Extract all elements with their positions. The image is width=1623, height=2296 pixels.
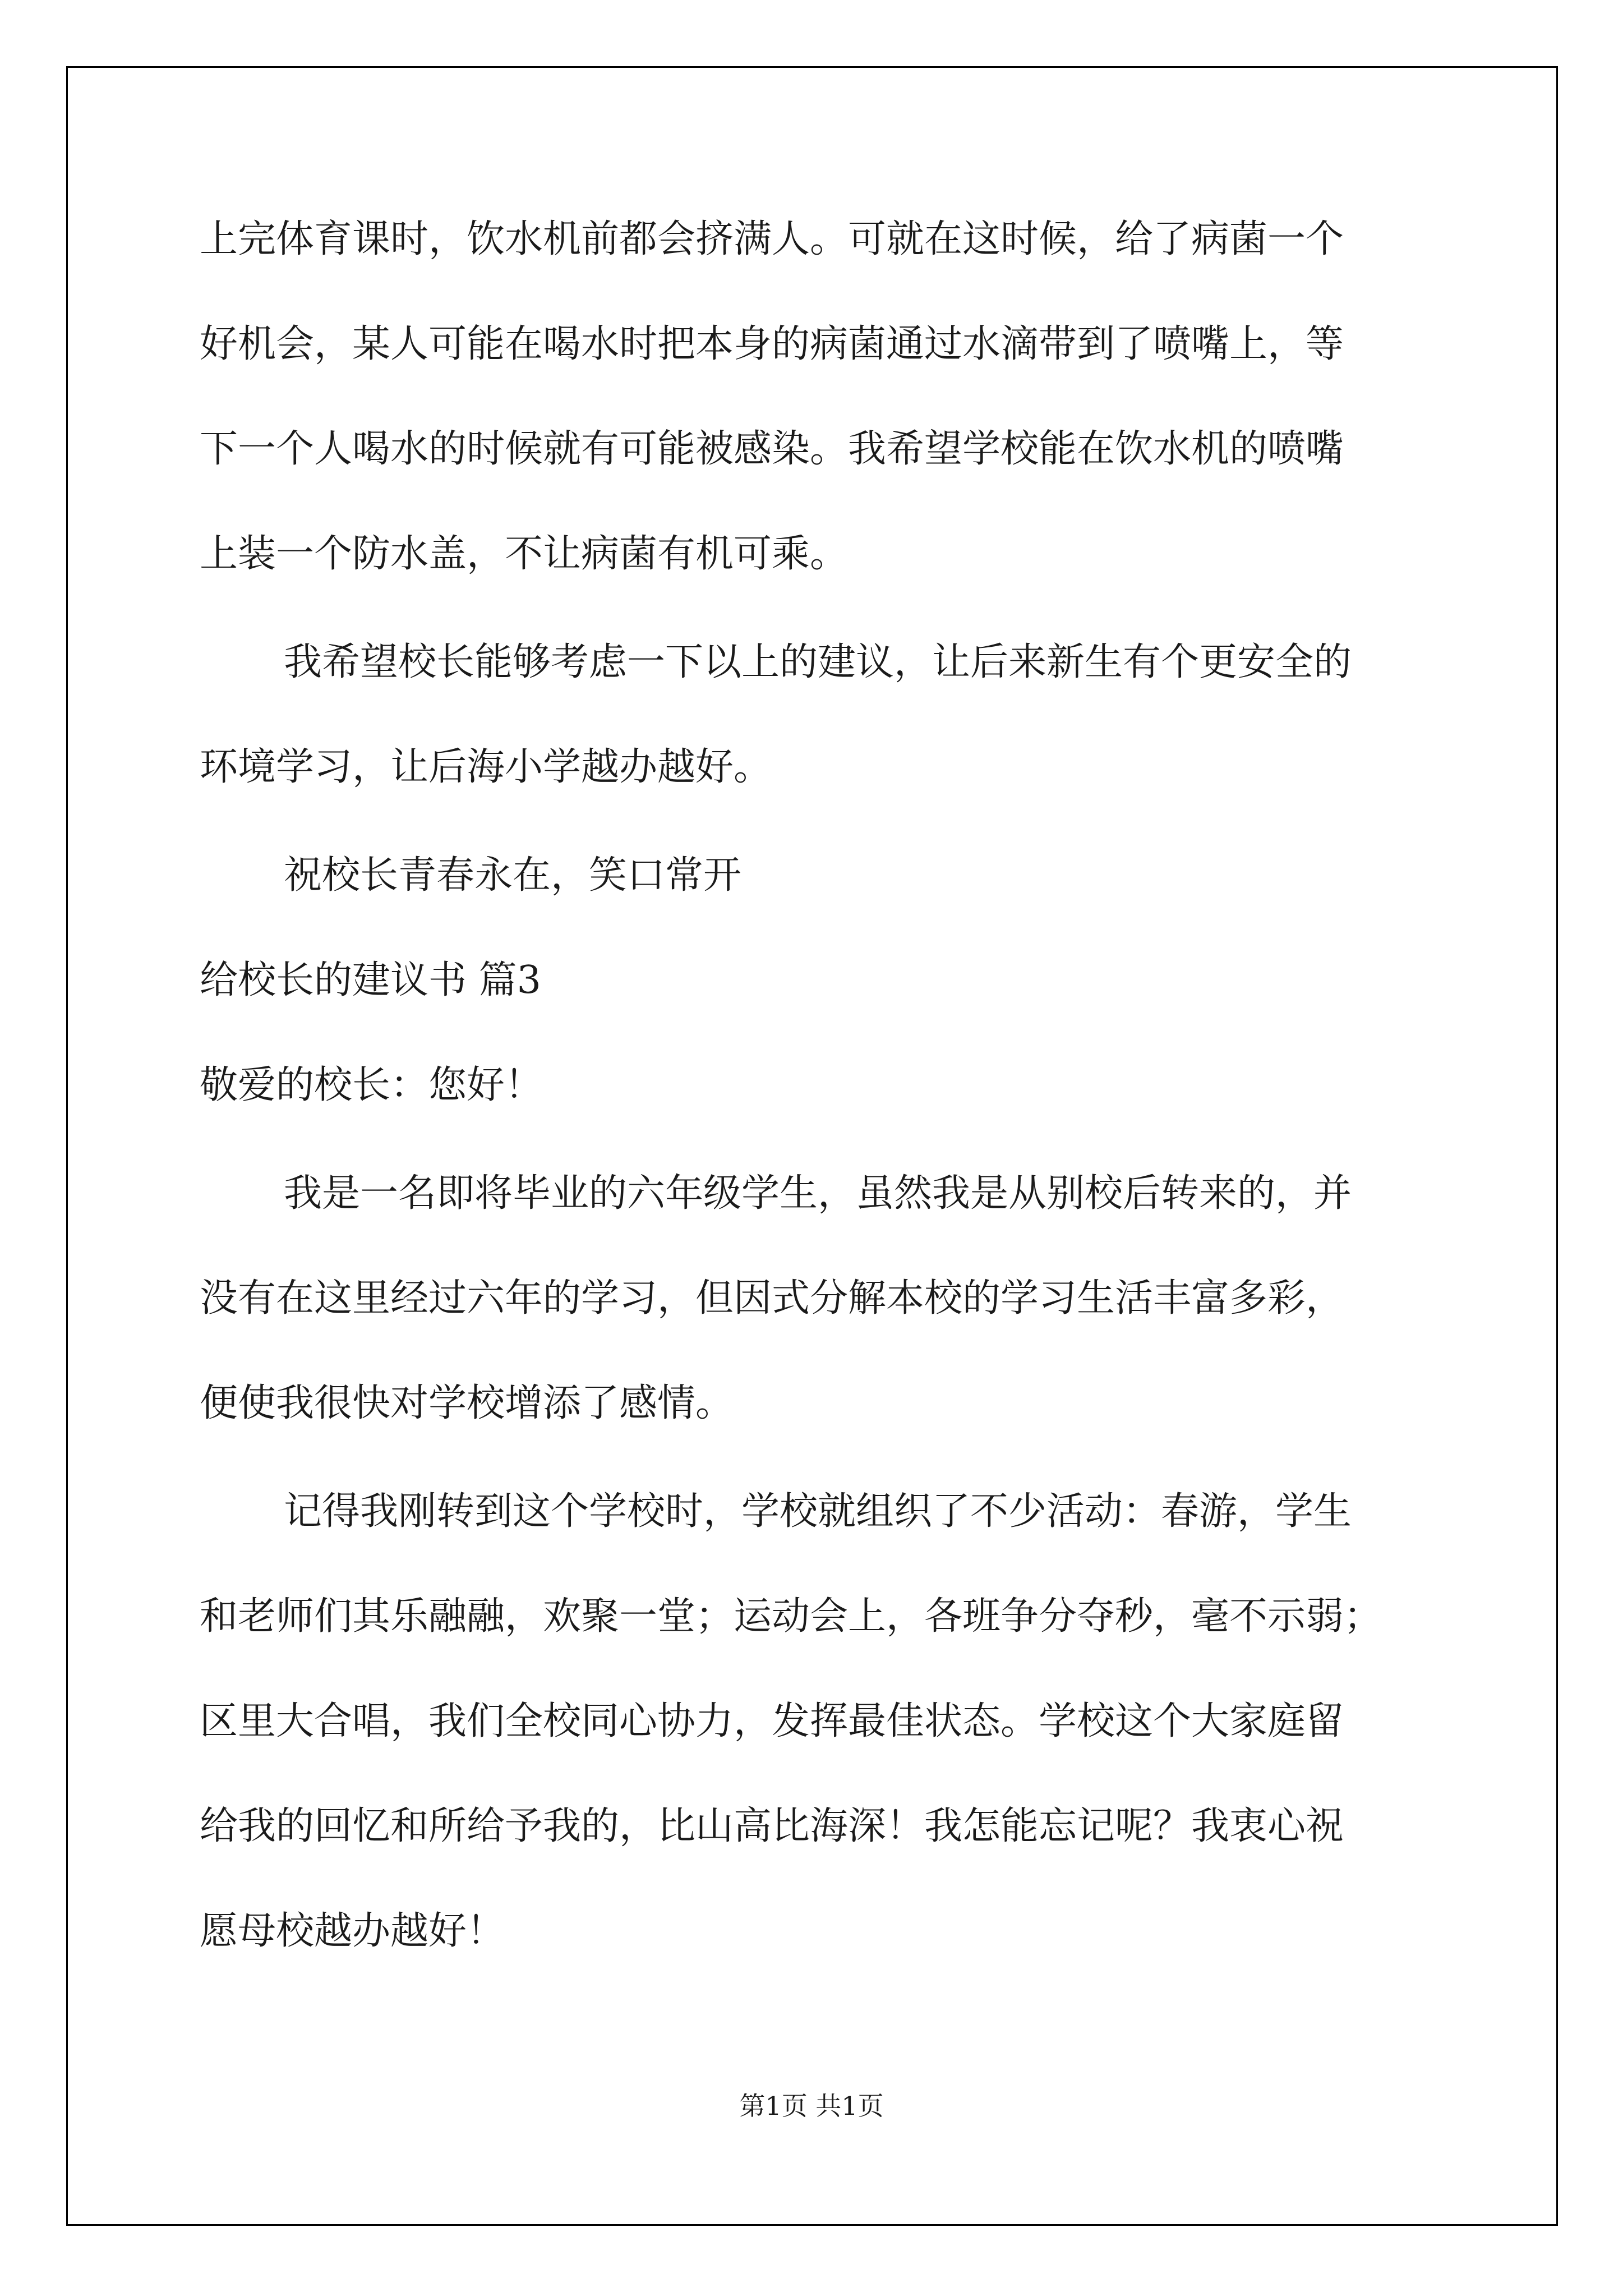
text-line: 上完体育课时，饮水机前都会挤满人。可就在这时候，给了病菌一个 [200,217,1344,261]
text-line: 我希望校长能够考虑一下以上的建议，让后来新生有个更安全的 [284,640,1352,684]
greeting: 敬爱的校长：您好！ [200,1063,543,1107]
text-line: 记得我刚转到这个学校时，学校就组织了不少活动：春游，学生 [284,1489,1352,1534]
text-line: 下一个人喝水的时候就有可能被感染。我希望学校能在饮水机的喷嘴 [200,427,1344,471]
paragraph-school-activities [200,1488,1433,1954]
text-line: 我是一名即将毕业的六年级学生，虽然我是从别校后转来的，并 [284,1171,1352,1216]
text-line: 便使我很快对学校增添了感情。 [200,1381,734,1425]
document-body [200,216,1433,1954]
text-line: 上装一个防水盖，不让病菌有机可乘。 [200,532,849,576]
page-footer [0,2089,1623,2123]
text-line: 好机会，某人可能在喝水时把本身的病菌通过水滴带到了喷嘴上，等 [200,322,1344,366]
text-line: 没有在这里经过六年的学习，但因式分解本校的学习生活丰富多彩， [200,1276,1344,1320]
text-line: 给我的回忆和所给予我的，比山高比海深！我怎能忘记呢？我衷心祝 [200,1804,1344,1848]
paragraph-introduction [200,1170,1433,1427]
paragraph-suggestion-summary [200,639,1433,790]
section-title: 给校长的建议书 篇3 [200,958,541,1002]
text-line: 区里大合唱，我们全校同心协力，发挥最佳状态。学校这个大家庭留 [200,1699,1344,1743]
closing-wish: 祝校长青春永在，笑口常开 [284,853,742,898]
text-line: 环境学习，让后海小学越办越好。 [200,745,772,789]
page-number: 第1页 共1页 [739,2091,884,2121]
paragraph-drinking-fountain [200,216,1433,577]
text-line: 和老师们其乐融融，欢聚一堂；运动会上，各班争分夺秒，毫不示弱； [200,1594,1382,1639]
text-line: 愿母校越办越好！ [200,1909,505,1953]
